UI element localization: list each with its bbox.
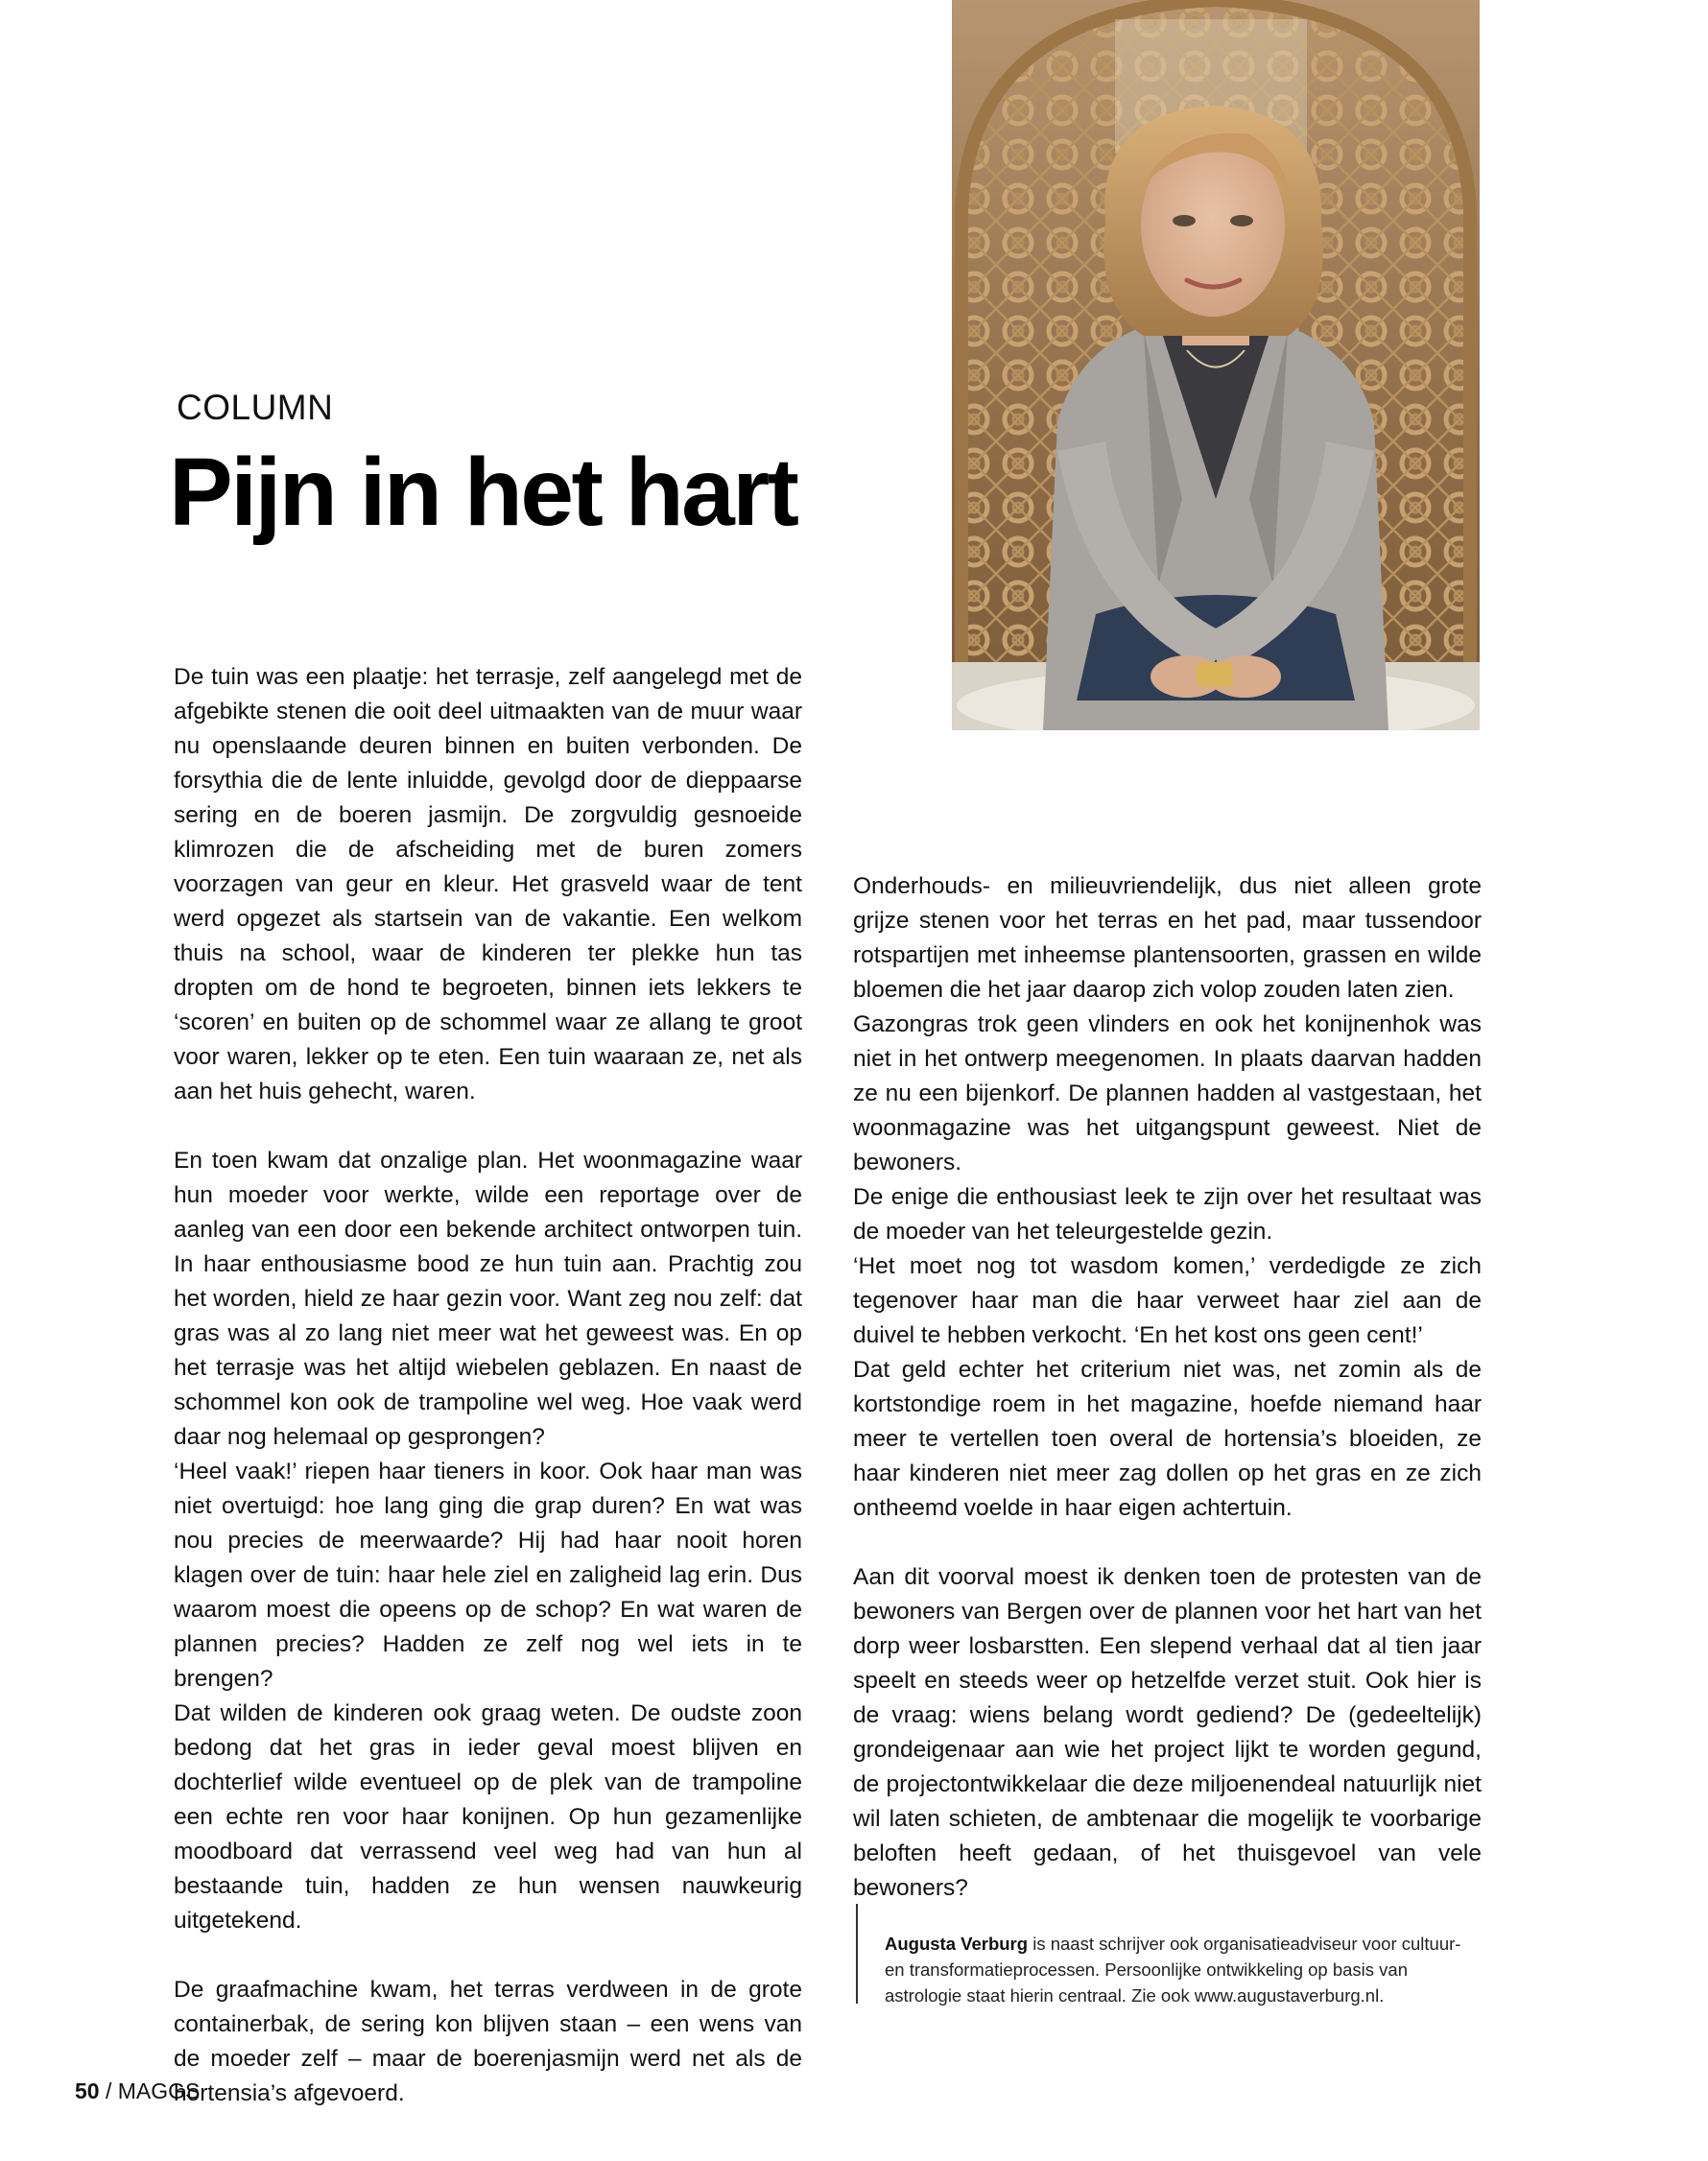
right-paragraph-5: Dat geld echter het criterium niet was, net zomin als de kortstondige roem in het magazine, hoefde niemand haar meer te vertellen toen overal de hortensia’s bloeiden, ze haar kinderen niet meer zag dollen op het gras en ze zich ontheemd voelde in haar eigen achtertuin.: [853, 1357, 1482, 1521]
page-number: 50: [75, 2078, 100, 2103]
right-paragraph-2: Gazongras trok geen vlinders en ook het konijnenhok was niet in het ontwerp meegenomen. In plaats daarvan hadden ze nu een bijenkorf. De plannen hadden al vastgestaan, het woonmagazine was het uitgangspunt geweest. Niet de bewoners.: [853, 1011, 1482, 1175]
left-paragraph-2: En toen kwam dat onzalige plan. Het woonmagazine waar hun moeder voor werkte, wilde een reportage over de aanleg van een door een bekende architect ontworpen tuin. In haar enthousiasme bood ze hun tuin aan. Prachtig zou het worden, hield ze haar gezin voor. Want zeg nou zelf: dat gras was al zo lang niet meer wat het geweest was. En op het terrasje was het altijd wiebelen geblazen. En naast de schommel kon ook de trampoline wel weg. Hoe vaak werd daar nog helemaal op gesprongen?: [174, 1148, 802, 1450]
column-kicker: COLUMN: [177, 388, 334, 427]
magazine-name: / MAGGS: [105, 2078, 201, 2103]
author-photo: [952, 0, 1480, 730]
page-footer: [75, 2078, 200, 2104]
author-bio-text: is naast schrijver ook organisatieadviseur voor cultuur- en transformatieprocessen. Persoonlijke ontwikkeling op basis van astrologie staat hierin centraal. Zie ook www.augustaverburg.nl.: [885, 1934, 1461, 2006]
column-right: [853, 869, 1482, 1906]
right-paragraph-4: ‘Het moet nog tot wasdom komen,’ verdedigde ze zich tegenover haar man die haar verweet haar ziel aan de duivel te hebben verkocht. ‘En het kost ons geen cent!’: [853, 1253, 1482, 1348]
article-title: Pijn in het hart: [169, 439, 797, 546]
right-paragraph-1: Onderhouds- en milieuvriendelijk, dus niet alleen grote grijze stenen voor het terras en het pad, maar tussendoor rotspartijen met inheemse plantensoorten, grassen en wilde bloemen die het jaar daarop zich volop zouden laten zien.: [853, 873, 1482, 1003]
left-paragraph-4: Dat wilden de kinderen ook graag weten. De oudste zoon bedong dat het gras in ieder geval moest blijven en dochterlief wilde eventueel op de plek van de trampoline een echte ren voor haar konijnen. Op hun gezamenlijke moodboard dat verrassend veel weg had van hun al bestaande tuin, hadden ze hun wensen nauwkeurig uitgetekend.: [174, 1700, 802, 1934]
author-bio: [856, 1904, 1470, 2004]
right-paragraph-3: De enige die enthousiast leek te zijn over het resultaat was de moeder van het teleurgestelde gezin.: [853, 1184, 1482, 1245]
left-paragraph-3: ‘Heel vaak!’ riepen haar tieners in koor. Ook haar man was niet overtuigd: hoe lang ging die grap duren? En wat was nou precies de meerwaarde? Hij had haar nooit horen klagen over de tuin: haar hele ziel en zaligheid lag erin. Dus waarom moest die opeens op de schop? En wat waren de plannen precies? Hadden ze zelf nog wel iets in te brengen?: [174, 1459, 802, 1692]
left-paragraph-1: De tuin was een plaatje: het terrasje, zelf aangelegd met de afgebikte stenen die ooit deel uitmaakten van de muur waar nu openslaande deuren binnen en buiten verbonden. De forsythia die de lente inluidde, gevolgd door de dieppaarse sering en de boeren jasmijn. De zorgvuldig gesnoeide klimrozen die de afscheiding met de buren zomers voorzagen van geur en kleur. Het grasveld waar de tent werd opgezet als startsein van de vakantie. Een welkom thuis na school, waar de kinderen ter plekke hun tas dropten om de hond te begroeten, binnen iets lekkers te ‘scoren’ en buiten op de schommel waar ze allang te groot voor waren, lekker op te eten. Een tuin waaraan ze, net als aan het huis gehecht, waren.: [174, 664, 802, 1104]
right-paragraph-6: Aan dit voorval moest ik denken toen de protesten van de bewoners van Bergen over de plannen voor het hart van het dorp weer losbarstten. Een slepend verhaal dat al tien jaar speelt en steeds weer op hetzelfde verzet stuit. Ook hier is de vraag: wiens belang wordt gediend? De (gedeeltelijk) grondeigenaar aan wie het project lijkt te worden gegund, de projectontwikkelaar die deze miljoenendeal natuurlijk niet wil laten schieten, de ambtenaar die mogelijk te voorbarige beloften heeft gedaan, of het thuisgevoel van vele bewoners?: [853, 1564, 1482, 1901]
author-name: Augusta Verburg: [885, 1934, 1029, 1954]
column-left: [174, 660, 802, 2111]
left-paragraph-5: De graafmachine kwam, het terras verdween in de grote containerbak, de sering kon blijven staan – een wens van de moeder zelf – maar de boerenjasmijn werd net als de hortensia’s afgevoerd.: [174, 1977, 802, 2106]
